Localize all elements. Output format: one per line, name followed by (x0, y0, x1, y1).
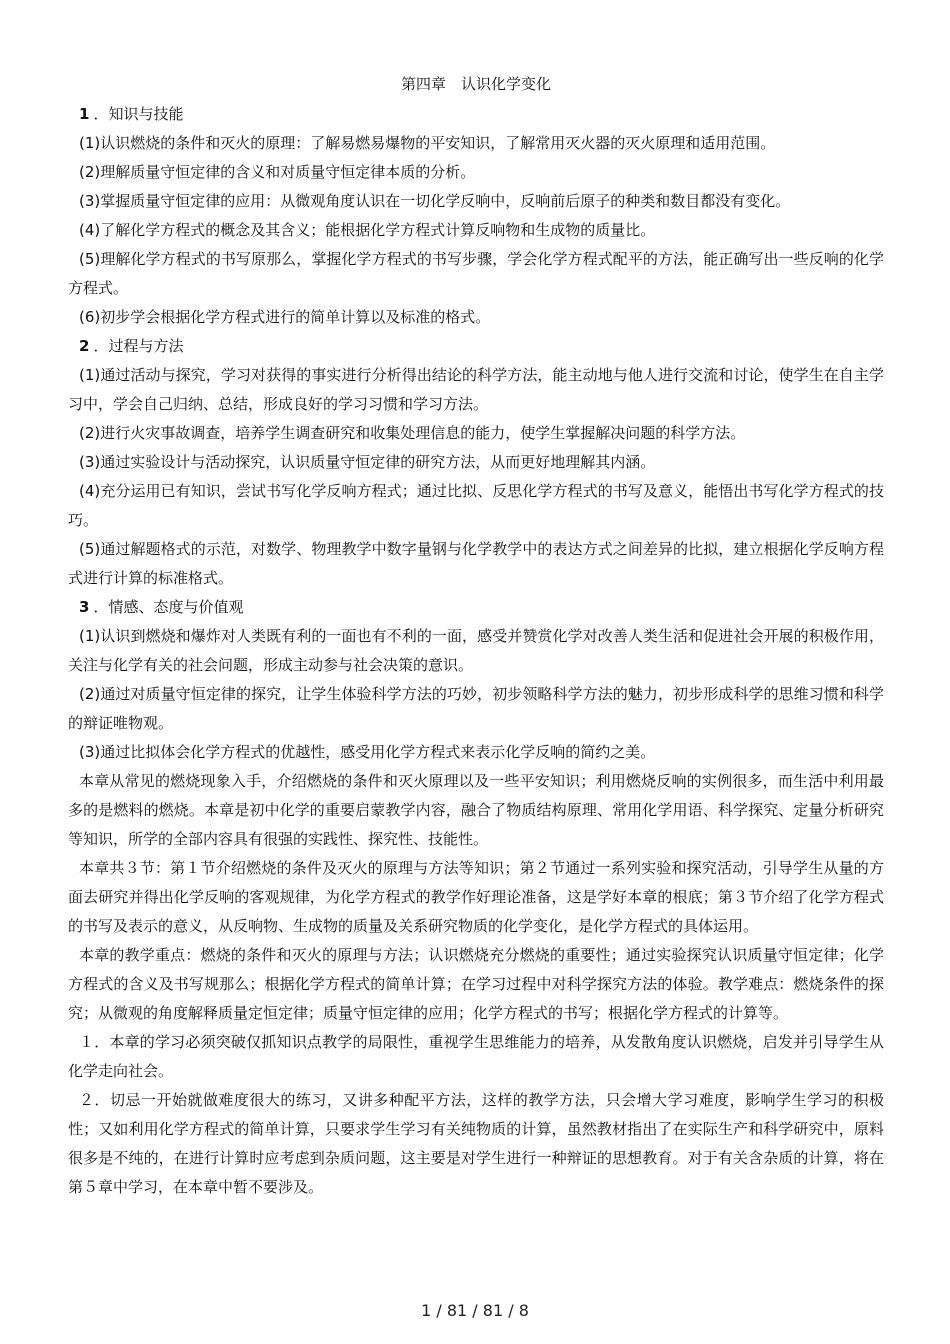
section-label: ．过程与方法 (93, 337, 184, 355)
section-number: 3 (79, 598, 90, 616)
list-item: (3)通过比拟体会化学方程式的优越性，感受用化学方程式来表示化学反响的简约之美。 (79, 743, 656, 761)
list-item: (2)通过对质量守恒定律的探究，让学生体验科学方法的巧妙，初步领略科学方法的魅力，初步形成科学的思维习惯和科学的辩证唯物观。 (68, 685, 884, 732)
list-item: (6)初步学会根据化学方程式进行的简单计算以及标准的格式。 (79, 308, 491, 326)
section-heading (68, 100, 884, 129)
list-item: (5)理解化学方程式的书写原那么，掌握化学方程式的书写步骤，学会化学方程式配平的方法，能正确写出一些反响的化学方程式。 (68, 250, 884, 297)
body-paragraph: 本章共３节：第１节介绍燃烧的条件及灭火的原理与方法等知识；第２节通过一系列实验和探究活动，引导学生从量的方面去研究并得出化学反响的客观规律，为化学方程式的教学作好理论准备，这是学好本章的根底；第３节介绍了化学方程式的书写及表示的意义，从反响物、生成物的质量及关系研究物质的化学变化，是化学方程式的具体运用。 (68, 859, 884, 935)
chapter-title: 第四章 认识化学变化 (400, 75, 551, 93)
body-paragraph: １．本章的学习必须突破仅抓知识点教学的局限性，重视学生思维能力的培养，从发散角度认识燃烧，启发并引导学生从化学走向社会。 (68, 1033, 884, 1080)
body-paragraph: 本章的教学重点：燃烧的条件和灭火的原理与方法；认识燃烧充分燃烧的重要性；通过实验探究认识质量守恒定律；化学方程式的含义及书写规那么；根据化学方程式的简单计算；在学习过程中对科学探究方法的体验。教学难点：燃烧条件的探究；从微观的角度解释质量定恒定律；质量守恒定律的应用；化学方程式的书写；根据化学方程式的计算等。 (68, 946, 884, 1022)
list-item: (1)认识到燃烧和爆炸对人类既有利的一面也有不利的一面，感受并赞赏化学对改善人类生活和促进社会开展的积极作用，关注与化学有关的社会问题，形成主动参与社会决策的意识。 (68, 627, 884, 674)
section-number: 2 (79, 337, 90, 355)
section-label: ．知识与技能 (93, 105, 184, 123)
list-item: (3)掌握质量守恒定律的应用：从微观角度认识在一切化学反响中，反响前后原子的种类和数目都没有变化。 (79, 192, 791, 210)
list-item: (1)通过活动与探究，学习对获得的事实进行分析得出结论的科学方法，能主动地与他人进行交流和讨论，使学生在自主学习中，学会自己归纳、总结，形成良好的学习习惯和学习方法。 (68, 366, 884, 413)
body-paragraph: ２．切忌一开始就做难度很大的练习，又讲多种配平方法，这样的教学方法，只会增大学习难度，影响学生学习的积极性；又如利用化学方程式的简单计算，只要求学生学习有关纯物质的计算，虽然教材指出了在实际生产和科学研究中，原料很多是不纯的，在进行计算时应考虑到杂质问题，这主要是对学生进行一种辩证的思想教育。对于有关含杂质的计算，将在第５章中学习，在本章中暂不要涉及。 (68, 1091, 884, 1196)
list-item: (4)了解化学方程式的概念及其含义；能根据化学方程式计算反响物和生成物的质量比。 (79, 221, 656, 239)
body-paragraph: 本章从常见的燃烧现象入手，介绍燃烧的条件和灭火原理以及一些平安知识；利用燃烧反响的实例很多，而生活中利用最多的是燃料的燃烧。本章是初中化学的重要启蒙教学内容，融合了物质结构原理、常用化学用语、科学探究、定量分析研究等知识，所学的全部内容具有很强的实践性、探究性、技能性。 (68, 772, 884, 848)
page-number: 1 / 81 / 81 / 8 (421, 1301, 529, 1320)
list-item: (2)理解质量守恒定律的含义和对质量守恒定律本质的分析。 (79, 163, 476, 181)
section-heading (68, 593, 884, 622)
section-heading (68, 332, 884, 361)
document-content (68, 72, 884, 1202)
list-item: (1)认识燃烧的条件和灭火的原理：了解易燃易爆物的平安知识，了解常用灭火器的灭火原理和适用范围。 (79, 134, 776, 152)
list-item: (5)通过解题格式的示范，对数学、物理教学中数字量钢与化学教学中的表达方式之间差异的比拟，建立根据化学反响方程式进行计算的标准格式。 (68, 540, 884, 587)
list-item: (3)通过实验设计与活动探究，认识质量守恒定律的研究方法，从而更好地理解其内涵。 (79, 453, 656, 471)
list-item: (2)进行火灾事故调查，培养学生调查研究和收集处理信息的能力，使学生掌握解决问题的科学方法。 (79, 424, 746, 442)
section-label: ．情感、态度与价值观 (93, 598, 244, 616)
list-item: (4)充分运用已有知识，尝试书写化学反响方程式；通过比拟、反思化学方程式的书写及意义，能悟出书写化学方程式的技巧。 (68, 482, 884, 529)
section-number: 1 (79, 105, 90, 123)
